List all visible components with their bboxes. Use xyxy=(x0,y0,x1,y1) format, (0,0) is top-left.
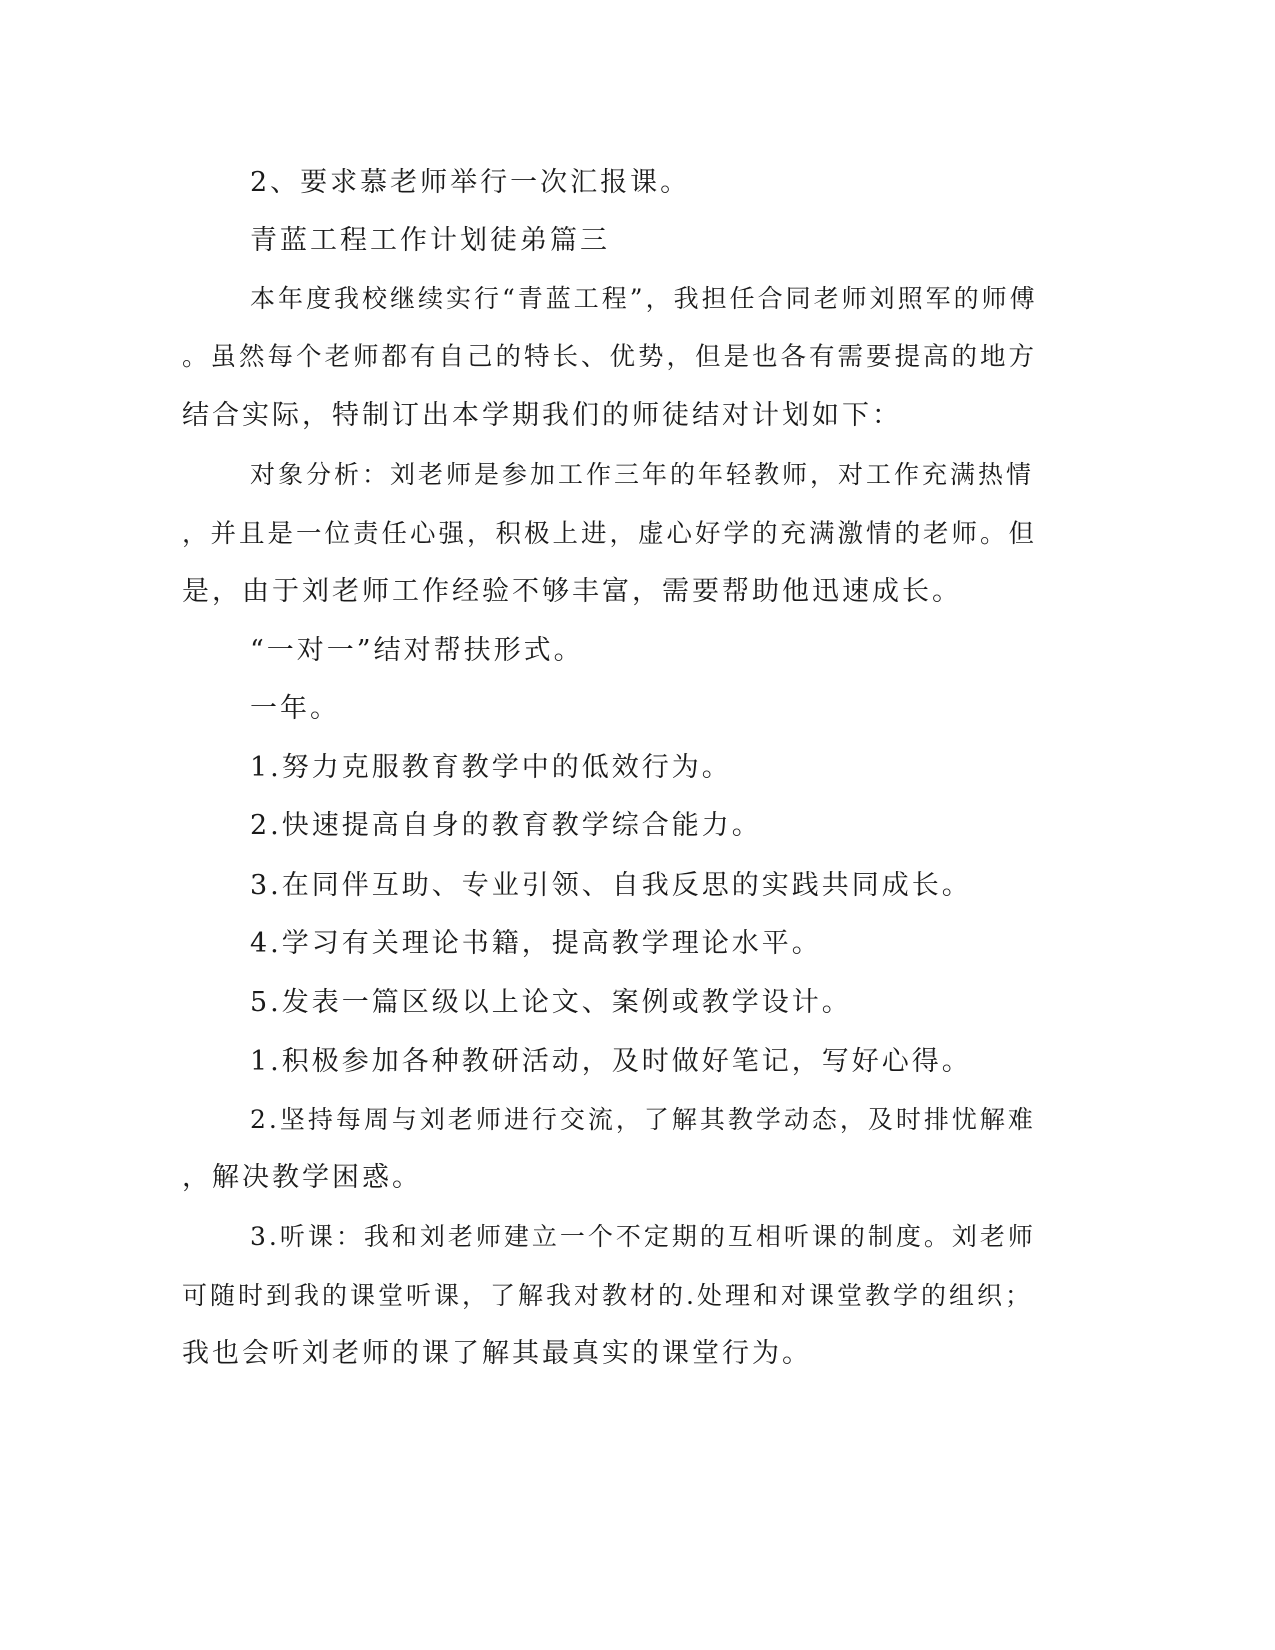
list-item-measure-3-cont-1: 可随时到我的课堂听课，了解我对教材的.处理和对课堂教学的组织； xyxy=(182,1281,1033,1310)
list-item-measure-1: 1.积极参加各种教研活动，及时做好笔记，写好心得。 xyxy=(250,1046,972,1077)
paragraph-line-1: 2、要求慕老师举行一次汇报课。 xyxy=(250,167,691,198)
list-item-goal-4: 4.学习有关理论书籍，提高教学理论水平。 xyxy=(250,928,822,959)
section-heading: 青蓝工程工作计划徒弟篇三 xyxy=(250,225,610,256)
list-item-goal-3: 3.在同伴互助、专业引领、自我反思的实践共同成长。 xyxy=(250,870,972,901)
list-item-goal-1: 1.努力克服教育教学中的低效行为。 xyxy=(250,752,732,783)
paragraph-line-3: 本年度我校继续实行“青蓝工程”，我担任合同老师刘照军的师傅 xyxy=(250,284,1038,313)
list-item-measure-2: 2.坚持每周与刘老师进行交流，了解其教学动态，及时排忧解难 xyxy=(250,1105,1036,1134)
paragraph-line-9: “一对一”结对帮扶形式。 xyxy=(250,635,584,666)
paragraph-line-8: 是，由于刘老师工作经验不够丰富，需要帮助他迅速成长。 xyxy=(182,576,962,607)
paragraph-line-4: 。虽然每个老师都有自己的特长、优势，但是也各有需要提高的地方 xyxy=(182,342,1038,372)
list-item-measure-2-cont: ，解决教学困惑。 xyxy=(182,1162,422,1193)
paragraph-line-10: 一年。 xyxy=(250,693,340,724)
list-item-measure-3-cont-2: 我也会听刘老师的课了解其最真实的课堂行为。 xyxy=(182,1338,812,1369)
list-item-measure-3: 3.听课：我和刘老师建立一个不定期的互相听课的制度。刘老师 xyxy=(250,1222,1036,1251)
list-item-goal-5: 5.发表一篇区级以上论文、案例或教学设计。 xyxy=(250,987,852,1018)
paragraph-line-7: ，并且是一位责任心强，积极上进，虚心好学的充满激情的老师。但 xyxy=(182,519,1038,549)
paragraph-line-5: 结合实际，特制订出本学期我们的师徒结对计划如下： xyxy=(182,400,902,431)
paragraph-line-6: 对象分析：刘老师是参加工作三年的年轻教师，对工作充满热情 xyxy=(250,460,1035,489)
list-item-goal-2: 2.快速提高自身的教育教学综合能力。 xyxy=(250,810,762,841)
